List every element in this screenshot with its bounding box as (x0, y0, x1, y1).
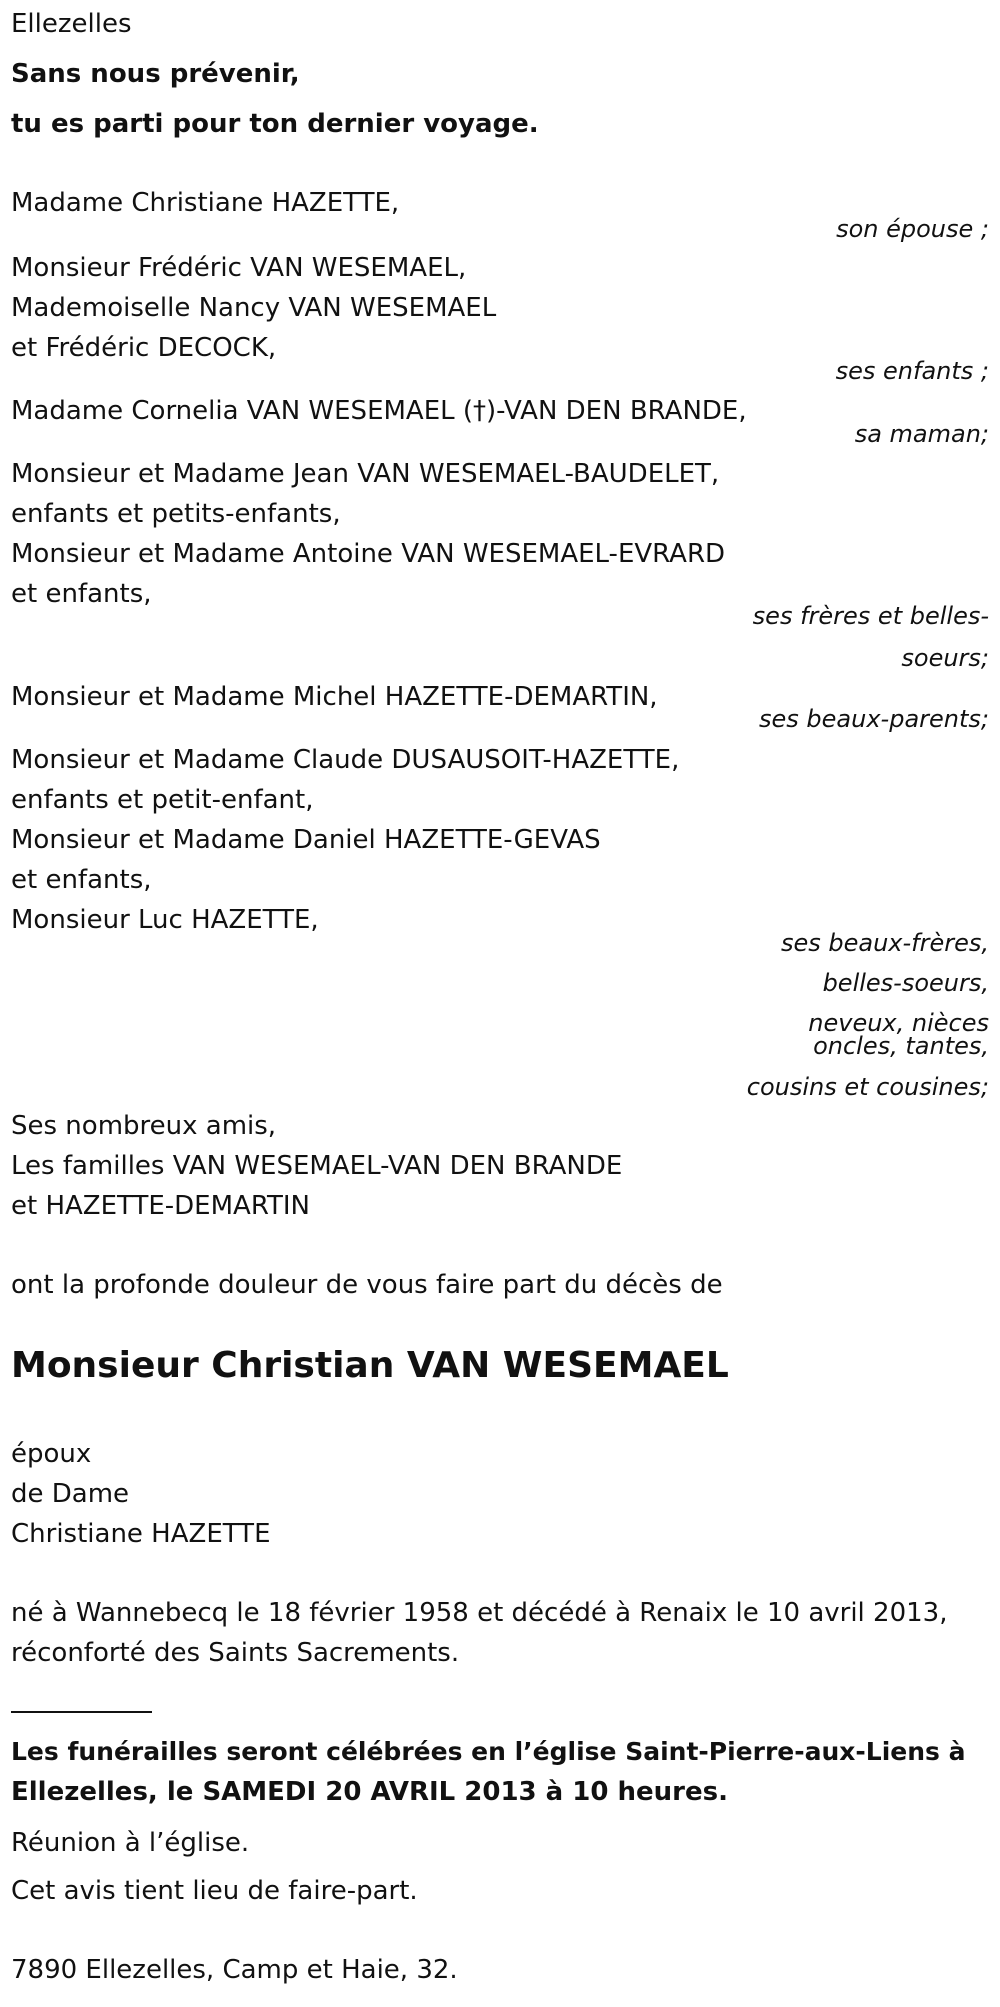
relation-label: son épouse ; (836, 215, 989, 243)
family-line: et enfants, (11, 579, 152, 609)
place-line: Ellezelles (11, 9, 132, 39)
separator-rule (11, 1711, 152, 1713)
spouse-line: Christiane HAZETTE (11, 1519, 271, 1549)
family-line: Monsieur et Madame Daniel HAZETTE-GEVAS (11, 825, 601, 855)
relation-label: ses beaux-parents; (759, 705, 989, 733)
friends-line: Ses nombreux amis, (11, 1111, 277, 1141)
relation-label: soeurs; (901, 644, 989, 672)
funeral-line: Ellezelles, le SAMEDI 20 AVRIL 2013 à 10 heures. (11, 1777, 728, 1807)
family-line: Madame Christiane HAZETTE, (11, 188, 400, 218)
relation-label: neveux, nièces (808, 1009, 989, 1037)
notice-line: Cet avis tient lieu de faire-part. (11, 1876, 418, 1906)
family-line: Monsieur et Madame Claude DUSAUSOIT-HAZETTE, (11, 745, 680, 775)
birth-death-line: né à Wannebecq le 18 février 1958 et décédé à Renaix le 10 avril 2013, (11, 1598, 948, 1628)
spouse-line: de Dame (11, 1479, 130, 1509)
heading-line-1: Sans nous prévenir, (11, 59, 300, 89)
relation-label: oncles, tantes, (813, 1032, 989, 1060)
friends-line: et HAZETTE-DEMARTIN (11, 1191, 310, 1221)
family-line: Madame Cornelia VAN WESEMAEL (†)-VAN DEN BRANDE, (11, 396, 747, 426)
family-line: Monsieur et Madame Antoine VAN WESEMAEL-EVRARD (11, 539, 726, 569)
relation-label: ses beaux-frères, (780, 929, 989, 957)
relation-label: cousins et cousines; (746, 1073, 989, 1101)
friends-line: Les familles VAN WESEMAEL-VAN DEN BRANDE (11, 1151, 623, 1181)
family-line: enfants et petits-enfants, (11, 499, 341, 529)
family-line: Monsieur et Madame Michel HAZETTE-DEMARTIN, (11, 682, 658, 712)
spouse-line: époux (11, 1439, 92, 1469)
relation-label: ses frères et belles- (752, 602, 989, 630)
family-line: Monsieur Frédéric VAN WESEMAEL, (11, 253, 467, 283)
family-line: Monsieur Luc HAZETTE, (11, 905, 319, 935)
family-line: enfants et petit-enfant, (11, 785, 314, 815)
address-line: 7890 Ellezelles, Camp et Haie, 32. (11, 1955, 458, 1985)
family-line: et Frédéric DECOCK, (11, 333, 277, 363)
meeting-line: Réunion à l’église. (11, 1828, 250, 1858)
family-line: Mademoiselle Nancy VAN WESEMAEL (11, 293, 497, 323)
deceased-name: Monsieur Christian VAN WESEMAEL (11, 1345, 729, 1386)
announcement-line: ont la profonde douleur de vous faire part du décès de (11, 1270, 723, 1300)
family-line: Monsieur et Madame Jean VAN WESEMAEL-BAUDELET, (11, 459, 720, 489)
relation-label: sa maman; (854, 420, 989, 448)
relation-label: belles-soeurs, (822, 969, 989, 997)
family-line: et enfants, (11, 865, 152, 895)
funeral-line: Les funérailles seront célébrées en l’église Saint-Pierre-aux-Liens à (11, 1737, 966, 1766)
relation-label: ses enfants ; (835, 357, 989, 385)
heading-line-2: tu es parti pour ton dernier voyage. (11, 109, 539, 139)
birth-death-line: réconforté des Saints Sacrements. (11, 1638, 460, 1668)
